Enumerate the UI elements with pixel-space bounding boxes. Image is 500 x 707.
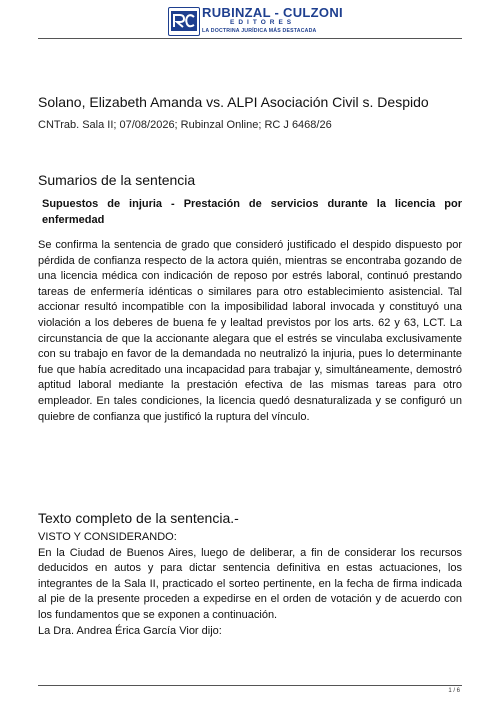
rc-monogram-icon [168,7,200,36]
document-citation: CNTrab. Sala II; 07/08/2026; Rubinzal Online; RC J 6468/26 [38,119,332,131]
summary-heading: Sumarios de la sentencia [38,172,196,188]
full-text-heading: Texto completo de la sentencia.- [38,510,239,526]
document-title: Solano, Elizabeth Amanda vs. ALPI Asociación Civil s. Despido [38,94,429,110]
summary-body: Se confirma la sentencia de grado que consideró justificado el despido dispuesto por pérdida de confianza respecto de la actora quién, mientras se encontraba gozando de una licencia médica con indicación de reposo por estrés laboral, continuó prestando tareas de enfermería idénticas o similares para otro establecimiento asistencial. Tal accionar resultó incompatible con la imposibilidad laboral invocada y constituyó una violación a los deberes de buena fe y lealtad previstos por los arts. 62 y 63, LCT. La circunstancia de que la accionante alegara que el estrés se vinculaba exclusivamente con su trabajo en favor de la demandada no neutralizó la injuria, pues lo determinante fue que había acreditado una incapacidad para trabajar y, simultáneamente, demostró aptitud laboral mediante la prestación efectiva de las mismas tareas para otro empleador. En tales condiciones, la licencia quedó desnaturalizada y se configuró un quiebre de confianza que justificó la ruptura del vínculo. [38,239,462,423]
speaker-line: La Dra. Andrea Érica García Vior dijo: [38,624,222,637]
header-divider [38,38,462,39]
logo-title: RUBINZAL - CULZONI [202,5,343,20]
footer-divider [38,685,462,686]
logo-subtitle: EDITORES [230,19,296,26]
summary-subheading: Supuestos de injuria - Prestación de servicios durante la licencia por enfermedad [42,198,462,226]
full-text-paragraph: En la Ciudad de Buenos Aires, luego de deliberar, a fin de considerar los recursos deducidos en autos y para dictar sentencia definitiva en estas actuaciones, los integrantes de la Sala II, practicado el sorteo pertinente, en la fecha de firma indicada al pie de la presente proceden a expedirse en el orden de votación y de acuerdo con los fundamentos que se exponen a continuación. [38,546,462,621]
page-number: 1 / 6 [448,688,460,694]
publisher-logo [168,5,343,41]
full-text-body [38,530,462,639]
logo-tagline: LA DOCTRINA JURÍDICA MÁS DESTACADA [202,28,317,34]
visto-considerando: VISTO Y CONSIDERANDO: [38,531,177,543]
